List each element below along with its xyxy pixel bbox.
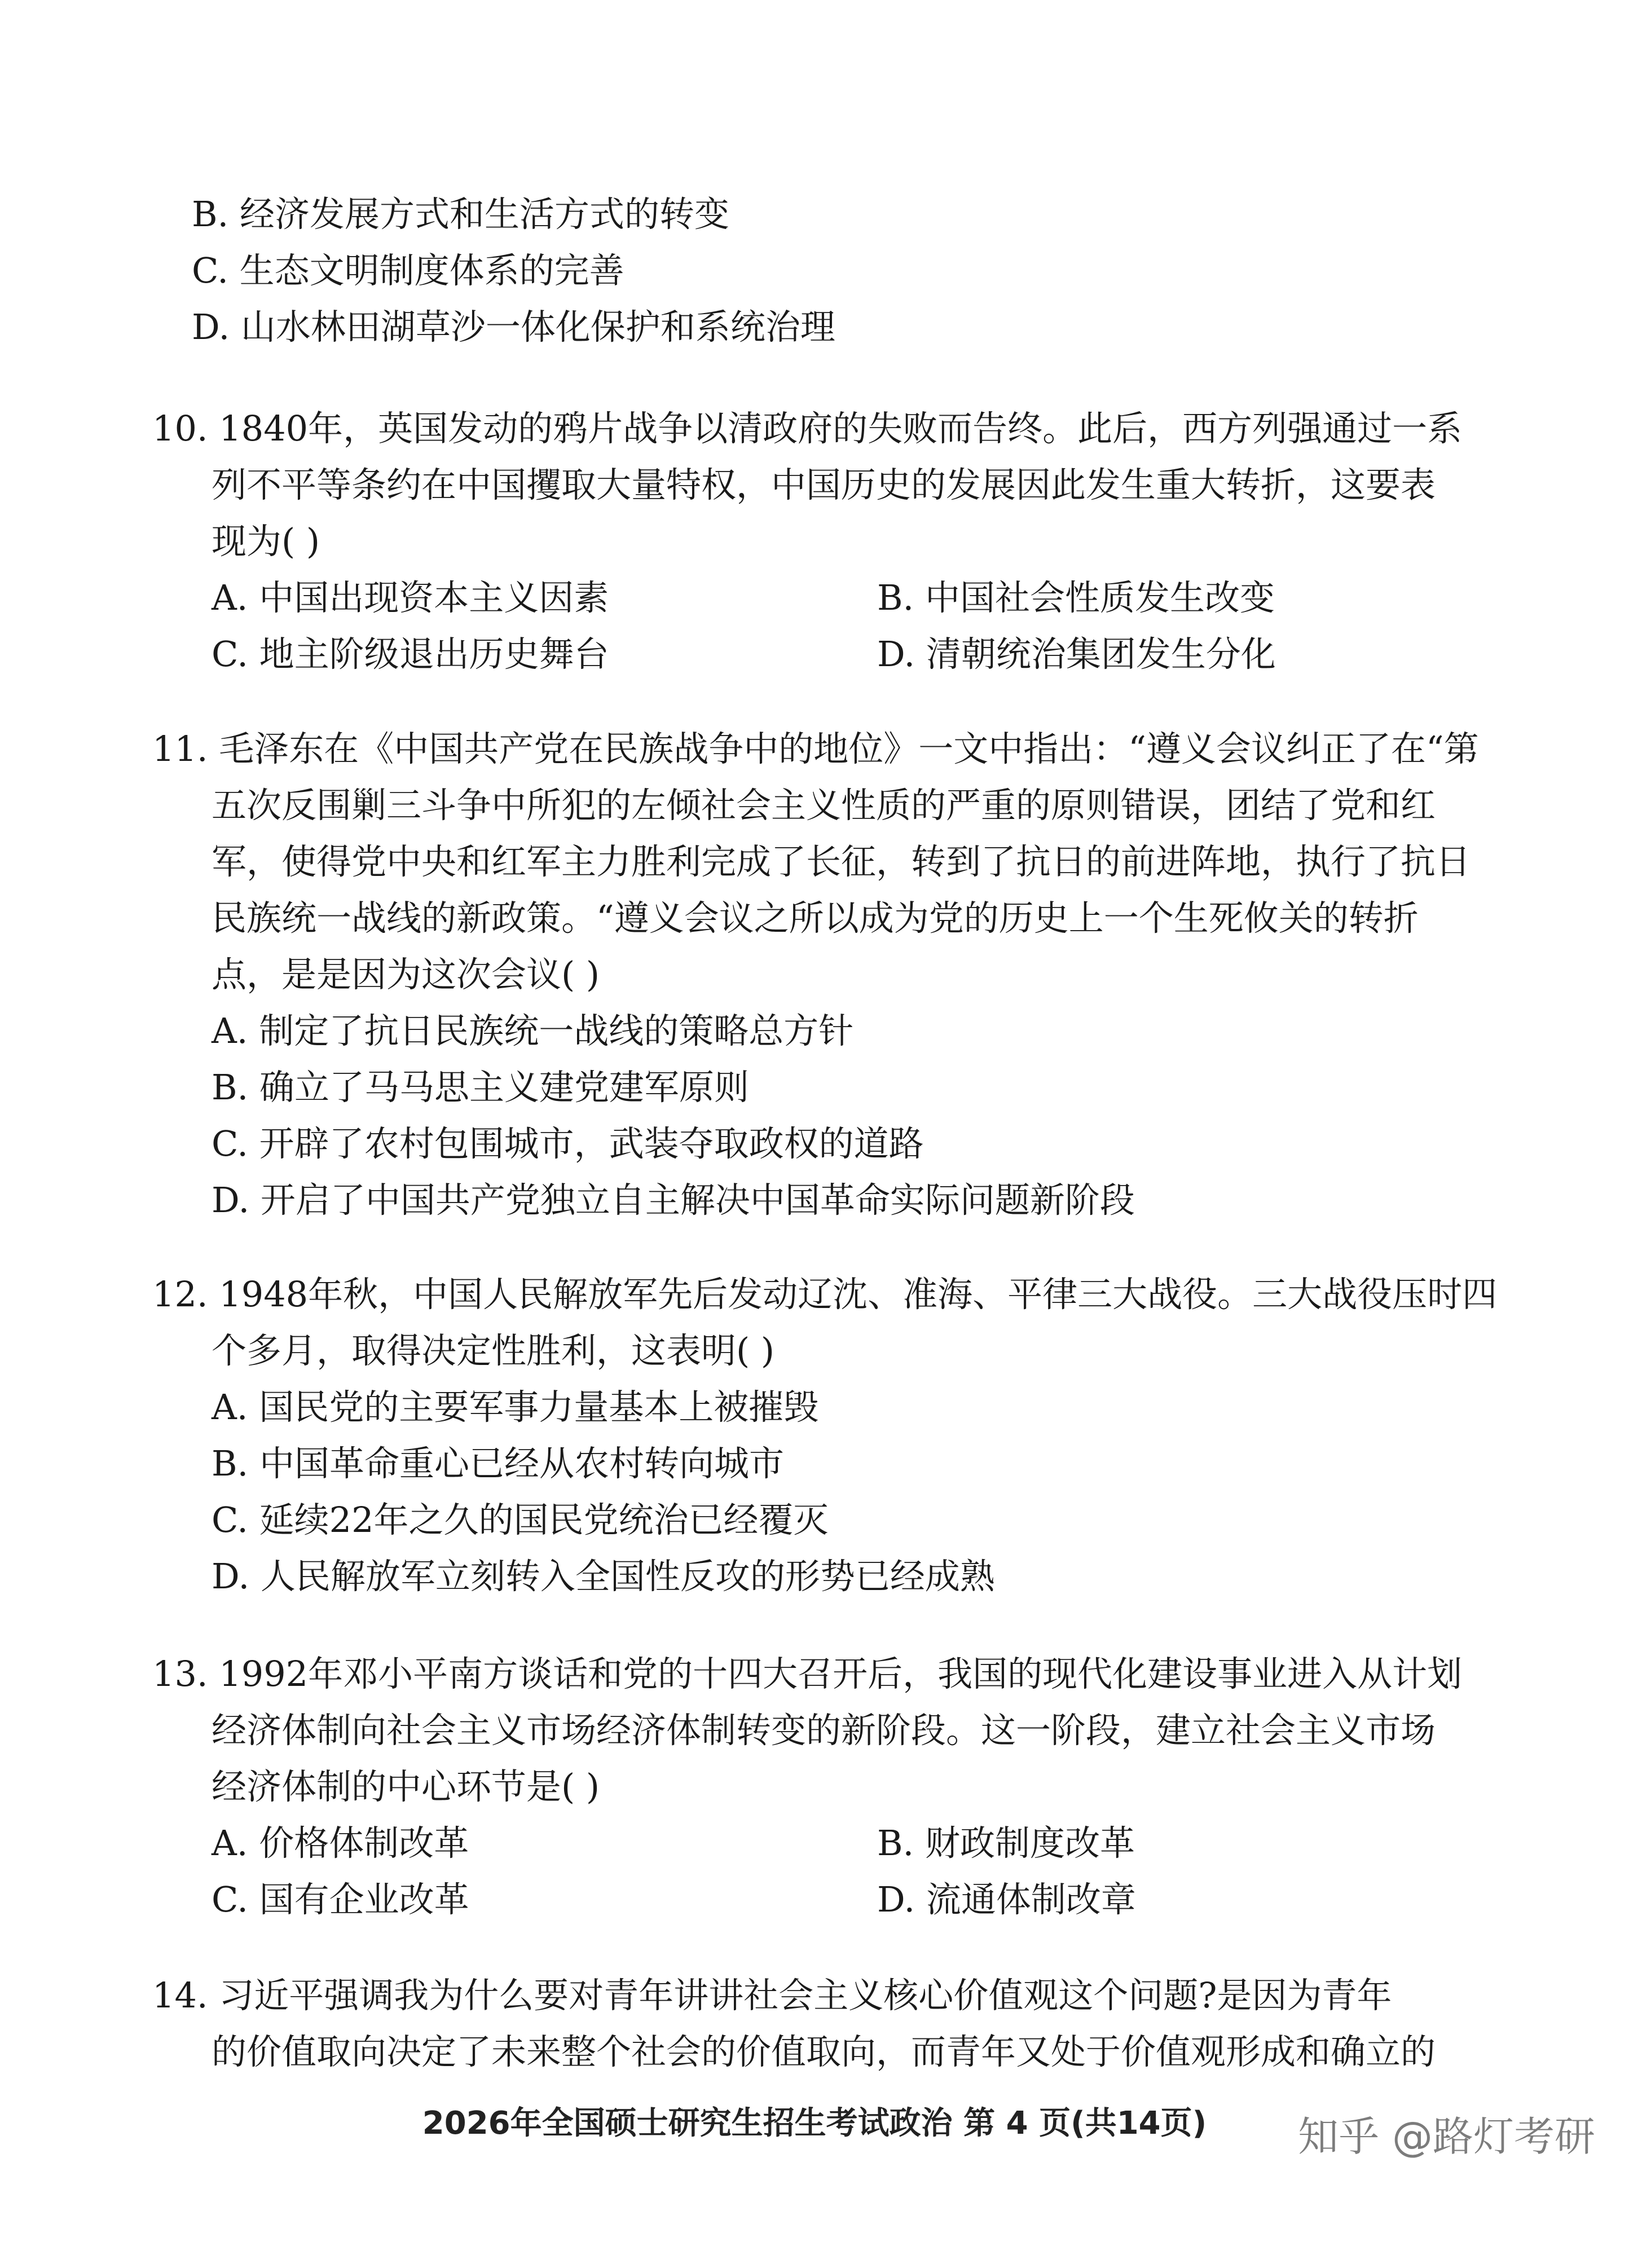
question-13-line-1: 13. 1992年邓小平南方谈话和党的十四大召开后，我国的现代化建设事业进入从计划 (152, 1653, 1463, 1694)
question-11-line-5: 点，是是因为这次会议( ) (212, 954, 600, 995)
question-12-option-c: C. 延续22年之久的国民党统治已经覆灭 (212, 1499, 829, 1540)
question-12-option-a: A. 国民党的主要军事力量基本上被摧毁 (212, 1386, 819, 1428)
question-10-line-1: 10. 1840年，英国发动的鸦片战争以清政府的失败而告终。此后，西方列强通过一系 (152, 408, 1463, 449)
option-d: D. 山水林田湖草沙一体化保护和系统治理 (192, 306, 835, 347)
question-11-option-c: C. 开辟了农村包围城市，武装夺取政权的道路 (212, 1123, 924, 1164)
question-10-option-b: B. 中国社会性质发生改变 (877, 577, 1275, 618)
question-10-line-3: 现为( ) (212, 521, 320, 562)
question-10-line-2: 列不平等条约在中国攫取大量特权，中国历史的发展因此发生重大转折，这要表 (212, 464, 1436, 505)
question-13-line-2: 经济体制向社会主义市场经济体制转变的新阶段。这一阶段，建立社会主义市场 (212, 1710, 1436, 1751)
question-12-line-1: 12. 1948年秋，中国人民解放军先后发动辽沈、准海、平律三大战役。三大战役压时四 (152, 1274, 1498, 1315)
question-11-line-1: 11. 毛泽东在《中国共产党在民族战争中的地位》一文中指出：“遵义会议纠正了在“第 (152, 728, 1479, 769)
question-10-option-d: D. 清朝统治集团发生分化 (877, 633, 1276, 675)
question-13-option-b: B. 财政制度改革 (877, 1822, 1135, 1864)
question-12-option-d: D. 人民解放军立刻转入全国性反攻的形势已经成熟 (212, 1556, 995, 1597)
question-11-option-d: D. 开启了中国共产党独立自主解决中国革命实际问题新阶段 (212, 1179, 1135, 1221)
question-14-line-2: 的价值取向决定了未来整个社会的价值取向，而青年又处于价值观形成和确立的 (212, 2031, 1436, 2072)
question-13-line-3: 经济体制的中心环节是( ) (212, 1766, 600, 1807)
question-12-line-2: 个多月，取得决定性胜利，这表明( ) (212, 1330, 775, 1371)
question-13-option-c: C. 国有企业改革 (212, 1879, 469, 1920)
question-12-option-b: B. 中国革命重心已经从农村转向城市 (212, 1443, 784, 1484)
question-10-option-c: C. 地主阶级退出历史舞台 (212, 633, 609, 675)
question-11-option-a: A. 制定了抗日民族统一战线的策略总方针 (212, 1010, 854, 1051)
option-c: C. 生态文明制度体系的完善 (192, 250, 624, 291)
question-13-option-d: D. 流通体制改章 (877, 1879, 1136, 1920)
question-11-option-b: B. 确立了马马思主义建党建军原则 (212, 1067, 749, 1108)
question-11-line-4: 民族统一战线的新政策。“遵义会议之所以成为党的历史上一个生死攸关的转折 (212, 897, 1419, 939)
question-13-option-a: A. 价格体制改革 (212, 1822, 469, 1864)
question-11-line-3: 军，使得党中央和红军主力胜利完成了长征，转到了抗日的前进阵地，执行了抗日 (212, 841, 1471, 882)
watermark: 知乎 @路灯考研 (1298, 2113, 1595, 2160)
question-14-line-1: 14. 习近平强调我为什么要对青年讲讲社会主义核心价值观这个问题?是因为青年 (152, 1975, 1392, 2016)
question-10-option-a: A. 中国出现资本主义因素 (212, 577, 609, 618)
page-footer: 2026年全国硕士研究生招生考试政治 第 4 页(共14页) (422, 2105, 1207, 2142)
question-11-line-2: 五次反围剿三斗争中所犯的左倾社会主义性质的严重的原则错误，团结了党和红 (212, 785, 1436, 826)
option-b: B. 经济发展方式和生活方式的转变 (192, 193, 729, 235)
